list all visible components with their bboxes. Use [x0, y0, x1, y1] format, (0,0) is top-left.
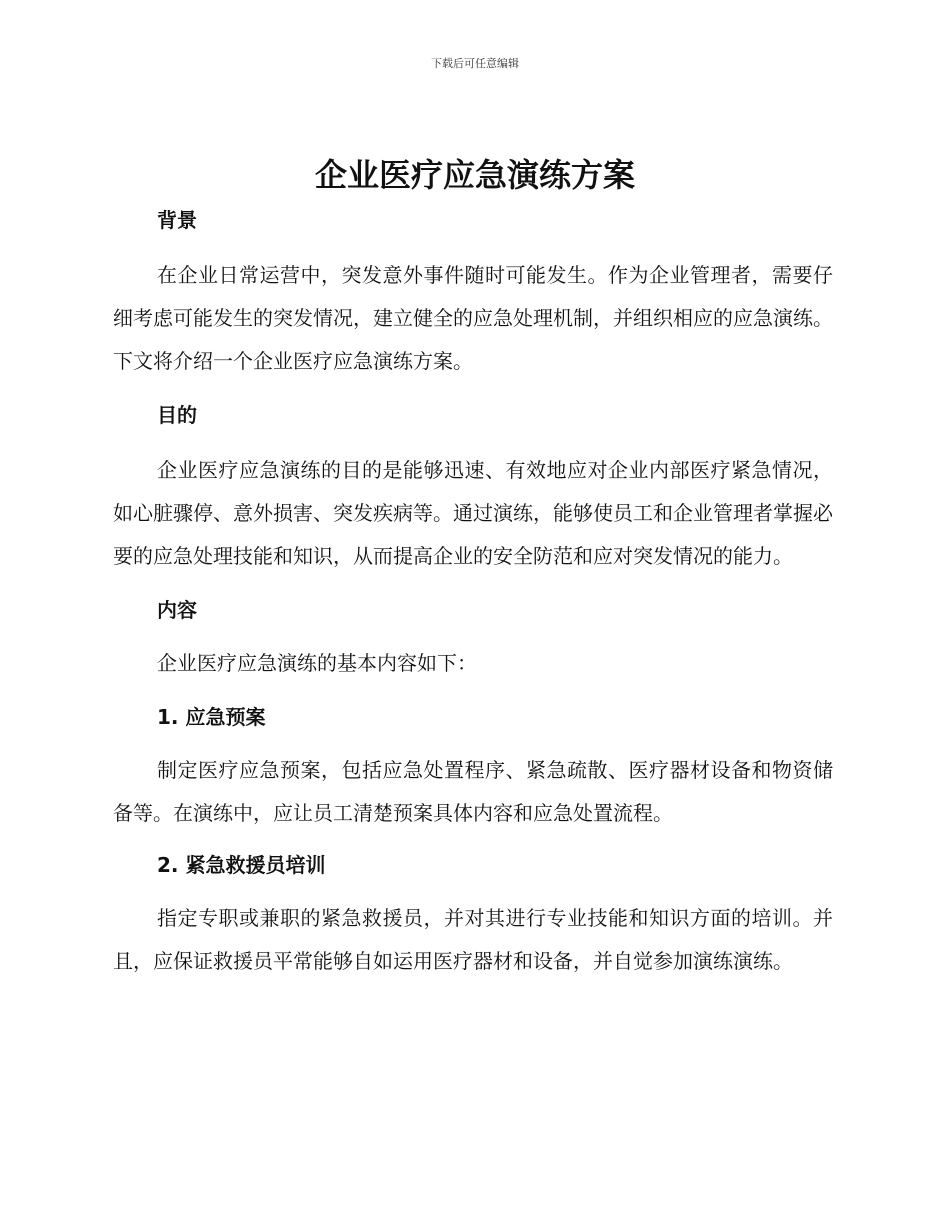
section-heading-rescuer-training: 2. 紧急救援员培训 — [157, 853, 326, 877]
section-paragraph-emergency-plan: 制定医疗应急预案，包括应急处置程序、紧急疏散、医疗器材设备和物资储备等。在演练中，应让员工清楚预案具体内容和应急处置流程。 — [113, 758, 833, 825]
section-paragraph-background: 在企业日常运营中，突发意外事件随时可能发生。作为企业管理者，需要仔细考虑可能发生的突发情况，建立健全的应急处理机制，并组织相应的应急演练。下文将介绍一个企业医疗应急演练方案。 — [113, 263, 833, 373]
document-body — [113, 200, 833, 983]
section-paragraph-content: 企业医疗应急演练的基本内容如下： — [157, 651, 477, 675]
section-paragraph-purpose: 企业医疗应急演练的目的是能够迅速、有效地应对企业内部医疗紧急情况，如心脏骤停、意外损害、突发疾病等。通过演练，能够使员工和企业管理者掌握必要的应急处理技能和知识，从而提高企业的安全防范和应对突发情况的能力。 — [113, 458, 833, 568]
section-paragraph-rescuer-training: 指定专职或兼职的紧急救援员，并对其进行专业技能和知识方面的培训。并且，应保证救援员平常能够自如运用医疗器材和设备，并自觉参加演练演练。 — [113, 906, 833, 973]
section-heading-purpose: 目的 — [157, 403, 197, 427]
header-note: 下载后可任意编辑 — [431, 57, 519, 70]
document-title: 企业医疗应急演练方案 — [314, 156, 635, 194]
section-heading-content: 内容 — [157, 598, 197, 622]
section-heading-emergency-plan: 1. 应急预案 — [157, 705, 266, 729]
section-heading-background: 背景 — [157, 208, 197, 232]
